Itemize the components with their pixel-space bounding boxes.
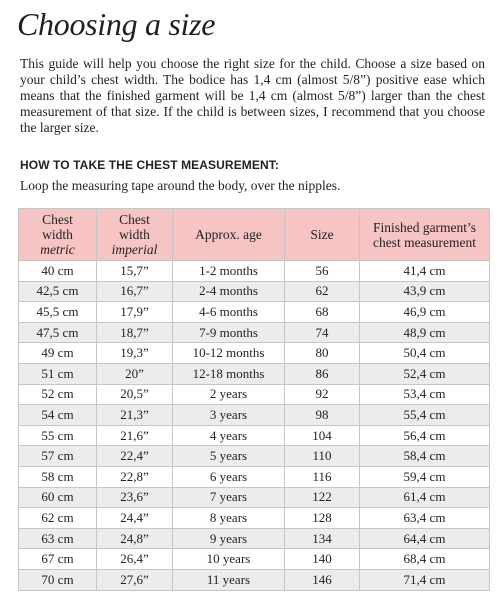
chest-imperial-cell: 16,7” [97,281,173,302]
table-row [19,322,490,343]
size-cell: 56 [285,261,360,282]
size-cell: 98 [285,405,360,426]
chest-metric-cell: 63 cm [19,528,97,549]
approx-age-cell: 2 years [173,384,285,405]
finished-measurement-cell: 58,4 cm [360,446,490,467]
table-header [19,209,490,261]
finished-measurement-cell: 64,4 cm [360,528,490,549]
chest-imperial-cell: 27,6” [97,569,173,590]
header-chest-width-imperial [97,209,173,261]
finished-measurement-cell: 61,4 cm [360,487,490,508]
chest-imperial-cell: 17,9” [97,302,173,323]
header-unit: imperial [111,242,158,257]
finished-measurement-cell: 55,4 cm [360,405,490,426]
finished-measurement-cell: 50,4 cm [360,343,490,364]
header-label: Approx. age [195,227,262,242]
chest-imperial-cell: 23,6” [97,487,173,508]
table-body [19,261,490,591]
chest-imperial-cell: 22,8” [97,466,173,487]
size-chart-table [18,208,490,591]
table-row [19,549,490,570]
table-row [19,363,490,384]
table-row [19,528,490,549]
approx-age-cell: 8 years [173,508,285,529]
chest-imperial-cell: 24,4” [97,508,173,529]
table-row [19,466,490,487]
chest-metric-cell: 60 cm [19,487,97,508]
finished-measurement-cell: 68,4 cm [360,549,490,570]
chest-metric-cell: 55 cm [19,425,97,446]
size-cell: 110 [285,446,360,467]
table-row [19,261,490,282]
chest-metric-cell: 58 cm [19,466,97,487]
header-unit: metric [40,242,75,257]
table-row [19,405,490,426]
finished-measurement-cell: 41,4 cm [360,261,490,282]
header-label: Chest width [42,212,73,242]
table-row [19,569,490,590]
page-title: Choosing a size [17,6,216,42]
chest-metric-cell: 45,5 cm [19,302,97,323]
chest-imperial-cell: 26,4” [97,549,173,570]
approx-age-cell: 10 years [173,549,285,570]
approx-age-cell: 7-9 months [173,322,285,343]
chest-metric-cell: 40 cm [19,261,97,282]
header-chest-width-metric [19,209,97,261]
finished-measurement-cell: 48,9 cm [360,322,490,343]
chest-imperial-cell: 19,3” [97,343,173,364]
finished-measurement-cell: 59,4 cm [360,466,490,487]
chest-imperial-cell: 20” [97,363,173,384]
chest-imperial-cell: 18,7” [97,322,173,343]
size-cell: 116 [285,466,360,487]
size-cell: 146 [285,569,360,590]
chest-imperial-cell: 21,3” [97,405,173,426]
table-row [19,508,490,529]
chest-metric-cell: 51 cm [19,363,97,384]
header-label: Chest width [119,212,150,242]
approx-age-cell: 1-2 months [173,261,285,282]
approx-age-cell: 10-12 months [173,343,285,364]
size-cell: 104 [285,425,360,446]
approx-age-cell: 4-6 months [173,302,285,323]
table-row [19,343,490,364]
header-approx-age [173,209,285,261]
chest-metric-cell: 49 cm [19,343,97,364]
header-row [19,209,490,261]
chest-metric-cell: 54 cm [19,405,97,426]
table-row [19,302,490,323]
finished-measurement-cell: 46,9 cm [360,302,490,323]
size-cell: 92 [285,384,360,405]
finished-measurement-cell: 63,4 cm [360,508,490,529]
chest-metric-cell: 47,5 cm [19,322,97,343]
size-cell: 134 [285,528,360,549]
size-cell: 122 [285,487,360,508]
table-row [19,446,490,467]
approx-age-cell: 4 years [173,425,285,446]
chest-metric-cell: 67 cm [19,549,97,570]
approx-age-cell: 5 years [173,446,285,467]
size-cell: 86 [285,363,360,384]
chest-metric-cell: 70 cm [19,569,97,590]
chest-metric-cell: 62 cm [19,508,97,529]
chest-imperial-cell: 21,6” [97,425,173,446]
size-cell: 74 [285,322,360,343]
size-cell: 128 [285,508,360,529]
header-label: Finished garment’s chest measurement [372,219,477,250]
table-row [19,425,490,446]
finished-measurement-cell: 71,4 cm [360,569,490,590]
finished-measurement-cell: 56,4 cm [360,425,490,446]
chest-metric-cell: 42,5 cm [19,281,97,302]
finished-measurement-cell: 43,9 cm [360,281,490,302]
approx-age-cell: 2-4 months [173,281,285,302]
table-row [19,281,490,302]
section-heading: HOW TO TAKE THE CHEST MEASUREMENT: [20,158,279,172]
finished-measurement-cell: 53,4 cm [360,384,490,405]
approx-age-cell: 7 years [173,487,285,508]
chest-imperial-cell: 15,7” [97,261,173,282]
size-cell: 80 [285,343,360,364]
header-label: Size [310,227,334,242]
size-cell: 68 [285,302,360,323]
header-size [285,209,360,261]
chest-imperial-cell: 24,8” [97,528,173,549]
measurement-instruction: Loop the measuring tape around the body, over the nipples. [20,178,341,193]
approx-age-cell: 12-18 months [173,363,285,384]
chest-imperial-cell: 22,4” [97,446,173,467]
chest-metric-cell: 52 cm [19,384,97,405]
approx-age-cell: 11 years [173,569,285,590]
table-row [19,384,490,405]
approx-age-cell: 3 years [173,405,285,426]
intro-paragraph: This guide will help you choose the right size for the child. Choose a size based on your child’s chest width. The bodice has 1,4 cm (almost 5/8”) positive ease which means that the finished garment will be 1,4 cm (almost 5/8”) larger than the chest measurement of that size. If the child is between sizes, I recommend that you choose the larger size. [20,56,485,135]
finished-measurement-cell: 52,4 cm [360,363,490,384]
chest-metric-cell: 57 cm [19,446,97,467]
size-cell: 140 [285,549,360,570]
size-cell: 62 [285,281,360,302]
approx-age-cell: 9 years [173,528,285,549]
chest-imperial-cell: 20,5” [97,384,173,405]
approx-age-cell: 6 years [173,466,285,487]
header-finished-measurement [360,209,490,261]
table-row [19,487,490,508]
